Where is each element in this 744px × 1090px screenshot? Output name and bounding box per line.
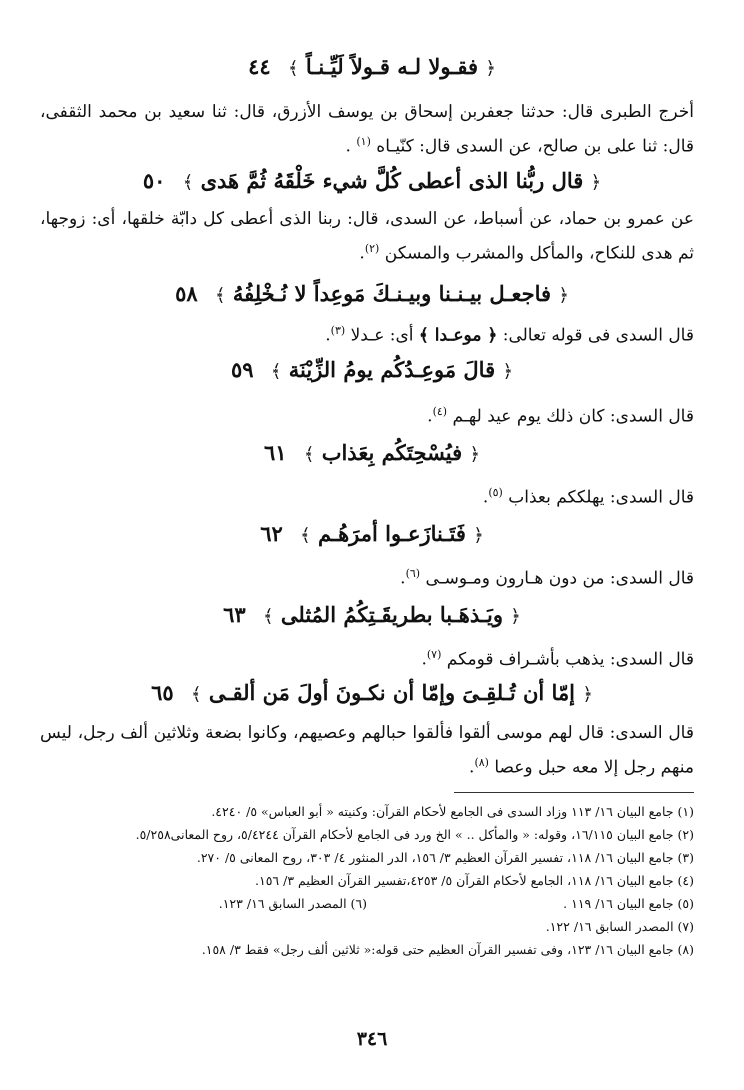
commentary-end: . [359,243,365,264]
commentary-paragraph [40,640,694,675]
verse-number: ٤٤ [248,54,271,79]
footnote-ref: (١) [356,135,371,148]
ornate-bracket-open: ﴿ [469,444,481,465]
commentary-paragraph [40,204,694,269]
verse-heading [60,166,684,198]
ornate-bracket-open: ﴿ [473,525,484,546]
verse-number: ٥٠ [142,168,166,193]
footnote-item: (١) جامع البيان ١٦/ ١١٣ وزاد السدى فى الجامع لأحكام القرآن: وكنيته « أبو العباس» ٥/ ٤٢٤٠. [211,804,694,819]
verse-heading [60,678,684,710]
verse-number: ٥٨ [175,281,198,306]
verse-number: ٦٥ [151,680,174,705]
quoted-word: ﴿ موعـدا ﴾ [418,325,498,346]
verse-text: فقـولا لـه قـولاً لَيِّـنـاً [305,54,479,79]
ornate-bracket-open: ﴿ [510,606,521,627]
commentary-text: قال السدى: قال لهم موسى ألقوا فألقوا حبالهم وعصيهم، وكانوا بضعة وثلاثين ألف رجل، ليس منهم رجل إلا معه حبل وعصا [40,723,694,778]
ornate-bracket-open: ﴿ [558,285,569,306]
verse-number: ٥٩ [231,357,254,382]
commentary-text: قال السدى: من دون هـارون ومـوسـى [425,568,694,589]
verse-heading [60,600,684,632]
footnotes [40,800,694,961]
footnote-ref: (٦) [405,567,421,580]
footnote-ref: (٤) [432,405,448,418]
verse-heading [60,355,684,387]
verse-text: إمّا أن تُـلقِـىَ وإمّا أن نكـونَ أولَ مَن ألقـى [208,680,576,705]
verse-text: فيُسْحِتَكُم بِعَذاب [321,440,463,465]
footnote-ref: (٥) [488,486,503,499]
ornate-bracket-close: ﴾ [300,525,311,546]
commentary-text: قال السدى: يذهب بأشـراف قومكم [446,649,694,670]
commentary-text: أى: عـدلا [350,325,419,346]
footnote-ref: (٣) [330,324,346,337]
commentary-paragraph [40,397,694,432]
commentary-end: . [400,568,406,589]
ornate-bracket-close: ﴾ [182,172,194,193]
commentary-paragraph [40,718,694,783]
commentary-paragraph [40,559,694,594]
commentary-end: . [325,325,331,346]
ornate-bracket-close: ﴾ [303,444,315,465]
commentary-end: . [469,757,475,778]
footnote-item: (٣) جامع البيان ١٦/ ١١٨، تفسير القرآن العظيم ٣/ ١٥٦، الدر المنثور ٤/ ٣٠٣، روح المعانى ٥/ ٢٧٠. [196,850,694,865]
verse-heading [60,438,684,470]
commentary-paragraph [40,97,694,162]
verse-text: قال ربُّنا الذى أعطى كُلَّ شيء خَلْقَهُ ثُمَّ هَدى [200,168,584,193]
commentary-text: قال السدى: يهلككم بعذاب [508,487,694,508]
ornate-bracket-open: ﴿ [502,361,513,382]
commentary-text: أخرج الطبرى قال: حدثنا جعفربن إسحاق بن يوسف الأزرق، قال: ثنا سعيد بن محمد الثقفى، قال: ثنا على بن صالح، عن السدى قال: كنّيـاه [40,102,694,157]
verse-text: ويَـذهَـبا بطريقَـتِكُمُ المُثلى [280,602,503,627]
footnote-divider [454,792,694,793]
ornate-bracket-close: ﴾ [287,58,299,79]
verse-text: قالَ مَوعِـدُكُم يومُ الزِّيْنَة [288,357,496,382]
footnote-item: (٨) جامع البيان ١٦/ ١٢٣، وفى تفسير القرآن العظيم حتى قوله:« ثلاثين ألف رجل» فقط ٣/ ١٥٨. [201,942,694,957]
footnote-item: (٧) المصدر السابق ١٦/ ١٢٢. [545,919,694,934]
footnote-ref: (٨) [474,756,489,769]
commentary-paragraph [40,478,694,513]
footnote-ref: (٢) [364,242,380,255]
footnote-item: (٦) المصدر السابق ١٦/ ١٢٣. [218,896,367,911]
verse-number: ٦٣ [223,602,246,627]
footnote-item: (٥) جامع البيان ١٦/ ١١٩ . [563,896,694,911]
page-number: ٣٤٦ [356,1028,388,1050]
verse-text: فاجعـل بيـنـنا وبيـنـكَ مَوعِداً لا نُـخْلِفُهُ [232,281,552,306]
commentary-end: . [421,649,427,670]
commentary-end: . [482,487,489,508]
ornate-bracket-close: ﴾ [263,606,274,627]
ornate-bracket-close: ﴾ [270,361,282,382]
commentary-end: . [427,406,433,427]
ornate-bracket-open: ﴿ [485,58,496,79]
ornate-bracket-open: ﴿ [590,172,602,193]
footnote-ref: (٧) [426,648,442,661]
verse-text: فَتَـنازَعـوا أمرَهُـم [317,521,466,546]
footnote-row [40,892,694,915]
ornate-bracket-close: ﴾ [190,684,202,705]
verse-number: ٦١ [263,440,287,465]
commentary-text: قال السدى فى قوله تعالى: [497,325,694,346]
verse-heading [60,519,684,551]
footnote-item: (٢) جامع البيان ١٦/١١٥، وقوله: « والمأكل .. » الخ ورد فى الجامع لأحكام القرآن ٥/٤٢٤٤، روح المعانى٥/٢٥٨. [135,827,694,842]
verse-heading [60,279,684,311]
commentary-end: . [345,136,357,157]
ornate-bracket-open: ﴿ [582,684,593,705]
footnote-item: (٤) جامع البيان ١٦/ ١١٨، الجامع لأحكام القرآن ٥/ ٤٢٥٣،تفسير القرآن العظيم ٣/ ١٥٦. [255,873,694,888]
verse-heading [60,52,684,84]
commentary-text: قال السدى: كان ذلك يوم عيد لهـم [452,406,694,427]
verse-number: ٦٢ [260,521,283,546]
ornate-bracket-close: ﴾ [214,285,226,306]
commentary-paragraph [40,316,694,351]
commentary-text: عن عمرو بن حماد، عن أسباط، عن السدى، قال: ربنا الذى أعطى كل دابّة خلقها، أى: زوجها، ثم هدى للنكاح، والمأكل والمشرب والمسكن [40,209,694,264]
